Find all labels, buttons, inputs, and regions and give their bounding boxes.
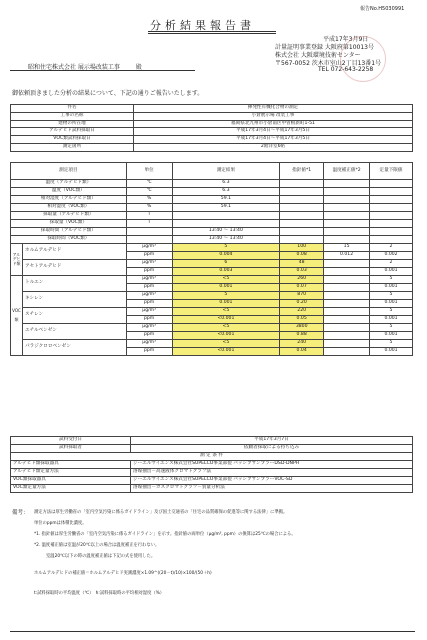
compound-correction: 0.012 — [324, 252, 370, 260]
info-row-project — [11, 112, 413, 120]
company-seal — [340, 36, 386, 82]
issuer-phone: TEL 072-643-2258 — [318, 66, 374, 73]
col-header-correction: 温度補正値*2 — [324, 163, 370, 180]
empty-cell — [370, 236, 413, 244]
condition-row — [11, 188, 413, 196]
compound-guideline: 0.04 — [280, 348, 324, 356]
compound-correction — [324, 284, 370, 292]
info-value: 平成17年3月4日～平成17年3月5日 — [134, 136, 413, 144]
compound-limit: 0.001 — [370, 316, 413, 324]
condition-result: 59.1 — [172, 196, 280, 204]
issuer-address: 〒567-0052 茨木市室山2丁目13番1号 — [275, 60, 382, 67]
compound-guideline: 0.20 — [280, 300, 324, 308]
compound-result: 5 — [172, 292, 280, 300]
empty-cell — [370, 188, 413, 196]
method-label: アルデヒド類採取器具 — [11, 461, 131, 469]
compound-unit: ppm — [126, 284, 172, 292]
condition-row — [11, 196, 413, 204]
info-value: 揮発性有機化合物の測定 — [134, 105, 413, 113]
compound-limit: 2 — [370, 244, 413, 252]
compound-guideline: 100 — [280, 244, 324, 252]
compound-result: 0.003 — [172, 268, 280, 276]
empty-cell — [370, 196, 413, 204]
condition-label: 温度（アルデヒド類） — [11, 180, 127, 188]
condition-label: 採取時間（VOC類） — [11, 236, 127, 244]
title-underline — [148, 31, 276, 32]
compound-guideline: 0.88 — [280, 332, 324, 340]
time-separator: ～ — [222, 228, 230, 234]
condition-time — [172, 236, 280, 244]
compound-guideline: 870 — [280, 292, 324, 300]
compound-row — [11, 276, 413, 284]
condition-unit: % — [126, 196, 172, 204]
condition-unit: ℃ — [126, 180, 172, 188]
compound-correction — [324, 292, 370, 300]
empty-cell — [324, 180, 370, 188]
info-label: 測定箇所 — [11, 143, 134, 151]
compound-row — [11, 324, 413, 332]
compound-limit: 5 — [370, 340, 413, 348]
condition-unit: l — [126, 220, 172, 228]
client-name-text: 昭和住宅株式会社 展示場改装工事 — [28, 64, 120, 71]
empty-cell — [280, 204, 324, 212]
report-number: 報告No.H5030991 — [360, 6, 405, 12]
method-label: アルデヒド類定量方法 — [11, 469, 131, 477]
compound-guideline: 220 — [280, 308, 324, 316]
compound-unit: μg/m³ — [126, 260, 172, 268]
note-line: 測定方法は厚生労働省の「室内空気汚染に係るガイドライン」及び国土交通省の「住宅の品質確保の促進等に関する法律」に準拠。 — [34, 510, 288, 515]
time-to: 13:40 — [229, 228, 243, 234]
compound-unit: μg/m³ — [126, 308, 172, 316]
compound-name: スチレン — [22, 308, 126, 324]
results-header-row — [11, 163, 413, 180]
empty-cell — [370, 228, 413, 236]
compound-correction — [324, 340, 370, 348]
issuer-company: 株式会社 大阪環境技術センター — [275, 52, 361, 59]
condition-label: 採取時間（アルデヒド類） — [11, 228, 127, 236]
condition-unit: l — [126, 212, 172, 220]
compound-guideline: 48 — [280, 260, 324, 268]
col-header-limit: 定量下限値 — [370, 163, 413, 180]
compound-guideline: 0.05 — [280, 316, 324, 324]
empty-cell — [280, 212, 324, 220]
client-honorific: 殿 — [135, 64, 142, 71]
compound-result: 0.004 — [172, 252, 280, 260]
col-header-guideline: 指針値*1 — [280, 163, 324, 180]
empty-cell — [324, 204, 370, 212]
compound-unit: ppm — [126, 348, 172, 356]
col-header-unit: 単位 — [126, 163, 172, 180]
compound-name: ホルムアルデヒド — [22, 244, 126, 260]
method-row — [11, 469, 413, 477]
empty-cell — [324, 220, 370, 228]
info-label: 件名 — [11, 105, 134, 113]
compound-result: <0.001 — [172, 348, 280, 356]
compound-result: <0.001 — [172, 332, 280, 340]
compound-correction — [324, 260, 370, 268]
empty-cell — [324, 196, 370, 204]
compound-guideline: 3800 — [280, 324, 324, 332]
compound-name: アセトアルデヒド — [22, 260, 126, 276]
time-to: 13:40 — [229, 236, 243, 242]
empty-cell — [280, 228, 324, 236]
time-separator: ～ — [222, 236, 230, 242]
compound-limit: 5 — [370, 292, 413, 300]
intro-text: 御依頼頂きました分析の結果について、下記の通りご報告いたします。 — [12, 90, 204, 97]
condition-unit — [126, 236, 172, 244]
compound-limit: 0.001 — [370, 300, 413, 308]
compound-unit: ppm — [126, 268, 172, 276]
compound-unit: ppm — [126, 316, 172, 324]
compound-unit: μg/m³ — [126, 292, 172, 300]
compound-row — [11, 308, 413, 316]
empty-cell — [280, 196, 324, 204]
footer-value: 依頼者採取による持ち込み — [131, 445, 413, 453]
compound-result: <5 — [172, 276, 280, 284]
compound-guideline: 240 — [280, 340, 324, 348]
time-from: 13:40 — [208, 236, 223, 242]
compound-limit: 5 — [370, 324, 413, 332]
empty-cell — [324, 212, 370, 220]
empty-cell — [280, 236, 324, 244]
compound-guideline: 0.03 — [280, 268, 324, 276]
compound-correction — [324, 300, 370, 308]
compound-result: <0.001 — [172, 316, 280, 324]
condition-time — [172, 228, 280, 236]
time-from: 13:40 — [208, 228, 223, 234]
compound-unit: ppm — [126, 252, 172, 260]
condition-label: 相対湿度（VOC類） — [11, 204, 127, 212]
receipt-date-row — [11, 437, 413, 445]
compound-correction — [324, 324, 370, 332]
results-body — [11, 163, 413, 356]
info-value: 平成17年3月4日～平成17年3月5日 — [134, 128, 413, 136]
compound-correction — [324, 348, 370, 356]
info-row-address — [11, 120, 413, 128]
method-value: ジーエルサイエンス株式会社SUPELCO事業部製 パッシブサンプラーVOC-SD — [131, 477, 413, 485]
compound-result: <5 — [172, 324, 280, 332]
compound-guideline: 260 — [280, 276, 324, 284]
empty-cell — [324, 228, 370, 236]
method-row — [11, 461, 413, 469]
compound-correction — [324, 316, 370, 324]
compound-name: エチルベンゼン — [22, 324, 126, 340]
condition-row — [11, 236, 413, 244]
col-header-item: 測定項目 — [11, 163, 127, 180]
results-table — [10, 162, 413, 356]
issue-date: 平成17年3月9日 — [323, 36, 369, 43]
info-value: 2階洋室6帖 — [134, 143, 413, 151]
compound-guideline: 0.08 — [280, 252, 324, 260]
method-label: VOC類採取器具 — [11, 477, 131, 485]
footer-value: 平成17年3月7日 — [131, 437, 413, 445]
bottom-rule — [10, 631, 415, 632]
empty-cell — [280, 188, 324, 196]
compound-limit: 0.001 — [370, 268, 413, 276]
empty-cell — [370, 220, 413, 228]
condition-result: 6.3 — [172, 188, 280, 196]
group-label-voc: VOC類 — [11, 276, 23, 356]
compound-correction — [324, 308, 370, 316]
compound-unit: μg/m³ — [126, 324, 172, 332]
footer-label: 試料採取者 — [11, 445, 131, 453]
note-line: 単位のppmは体積比濃度。 — [34, 521, 87, 526]
condition-result: 6.3 — [172, 180, 280, 188]
condition-unit — [126, 228, 172, 236]
condition-row — [11, 180, 413, 188]
method-table — [10, 436, 413, 493]
condition-label: 採取量（アルデヒド類） — [11, 212, 127, 220]
info-row-aldehyde-date — [11, 128, 413, 136]
condition-unit: ℃ — [126, 188, 172, 196]
compound-limit: 2 — [370, 260, 413, 268]
compound-result: 0.001 — [172, 284, 280, 292]
issuer-registration: 計量証明事業登録 大阪府第10013号 — [275, 44, 374, 51]
info-label: VOC類試料採取日 — [11, 136, 134, 144]
compound-name: パラジクロロベンゼン — [22, 340, 126, 356]
note-line: *2. 温度補正値は室温が20℃以上の場合は温度補正を行わない。 — [34, 543, 160, 548]
info-row-location — [11, 143, 413, 151]
method-row — [11, 485, 413, 493]
compound-correction — [324, 332, 370, 340]
info-label: 工事の名称 — [11, 112, 134, 120]
title-underline-2 — [148, 33, 276, 34]
condition-row — [11, 212, 413, 220]
compound-unit: μg/m³ — [126, 244, 172, 252]
compound-correction: 15 — [324, 244, 370, 252]
info-value: 福岡県北九州市小倉南区中曽根新町1-51 — [134, 120, 413, 128]
note-line: *1. 指針値は厚生労働省の「室内空気汚染に係るガイドライン」を示す。指針値の両単位（μg/m³, ppm）の換算は25℃の場合による。 — [34, 532, 296, 537]
method-header-row — [11, 453, 413, 461]
compound-row — [11, 340, 413, 348]
notes-heading: 備考： — [12, 510, 29, 516]
condition-result — [172, 220, 280, 228]
empty-cell — [324, 236, 370, 244]
method-label: VOC類定量方法 — [11, 485, 131, 493]
compound-limit: 0.002 — [370, 252, 413, 260]
compound-correction — [324, 268, 370, 276]
note-formula: ホルムアルデヒドの補正値＝ホルムアルデヒド実測濃度×1.09^((20－t)/10)×100/(50＋h) — [34, 571, 212, 576]
condition-row — [11, 204, 413, 212]
compound-limit: 0.001 — [370, 284, 413, 292]
info-row-voc-date — [11, 136, 413, 144]
col-header-result: 測定結果 — [172, 163, 280, 180]
info-row-subject — [11, 105, 413, 113]
info-label: 建物の所在地 — [11, 120, 134, 128]
group-label-aldehyde: アルデヒド類 — [11, 244, 23, 276]
compound-row — [11, 292, 413, 300]
info-label: アルデヒド試料採取日 — [11, 128, 134, 136]
note-legend: t:試料採取時の平均温度（℃） h:試料採取時の平均相対湿度（%） — [34, 591, 165, 596]
method-row — [11, 477, 413, 485]
compound-unit: ppm — [126, 332, 172, 340]
compound-limit: 5 — [370, 276, 413, 284]
client-underline — [10, 70, 195, 71]
compound-limit: 5 — [370, 308, 413, 316]
condition-row — [11, 220, 413, 228]
method-header: 測 定 条 件 — [11, 453, 413, 461]
info-table — [10, 104, 413, 152]
empty-cell — [370, 204, 413, 212]
compound-unit: μg/m³ — [126, 340, 172, 348]
method-value: ジーエルサイエンス株式会社SUPELCO事業部製 パッシブサンプラーDSD-DNPH — [131, 461, 413, 469]
empty-cell — [370, 180, 413, 188]
compound-row — [11, 244, 413, 252]
empty-cell — [324, 188, 370, 196]
compound-unit: μg/m³ — [126, 276, 172, 284]
condition-result — [172, 212, 280, 220]
compound-result: 6 — [172, 260, 280, 268]
compound-result: <5 — [172, 340, 280, 348]
sampler-row — [11, 445, 413, 453]
info-value: 小倉展示場 改装工事 — [134, 112, 413, 120]
condition-label: 温度（VOC類） — [11, 188, 127, 196]
compound-result: 0.001 — [172, 300, 280, 308]
compound-result: 5 — [172, 244, 280, 252]
footer-label: 試料受付日 — [11, 437, 131, 445]
note-line: 室温20℃以下の時の温度補正値は下記の式を使用した。 — [46, 554, 156, 559]
condition-label: 採取量（VOC類） — [11, 220, 127, 228]
compound-correction — [324, 276, 370, 284]
empty-cell — [370, 212, 413, 220]
condition-unit: % — [126, 204, 172, 212]
method-value: 溶媒抽出－高速液体クロマトグラフ法 — [131, 469, 413, 477]
condition-label: 相対湿度（アルデヒド類） — [11, 196, 127, 204]
condition-row — [11, 228, 413, 236]
condition-result: 59.1 — [172, 204, 280, 212]
empty-cell — [280, 220, 324, 228]
method-value: 溶媒抽出－ガスクロマトグラフ－質量分析法 — [131, 485, 413, 493]
compound-result: <5 — [172, 308, 280, 316]
compound-row — [11, 260, 413, 268]
compound-unit: ppm — [126, 300, 172, 308]
compound-limit: 0.001 — [370, 332, 413, 340]
empty-cell — [280, 180, 324, 188]
page-title: 分析結果報告書 — [150, 19, 255, 32]
compound-name: キシレン — [22, 292, 126, 308]
compound-limit: 0.001 — [370, 348, 413, 356]
compound-name: トルエン — [22, 276, 126, 292]
compound-guideline: 0.07 — [280, 284, 324, 292]
